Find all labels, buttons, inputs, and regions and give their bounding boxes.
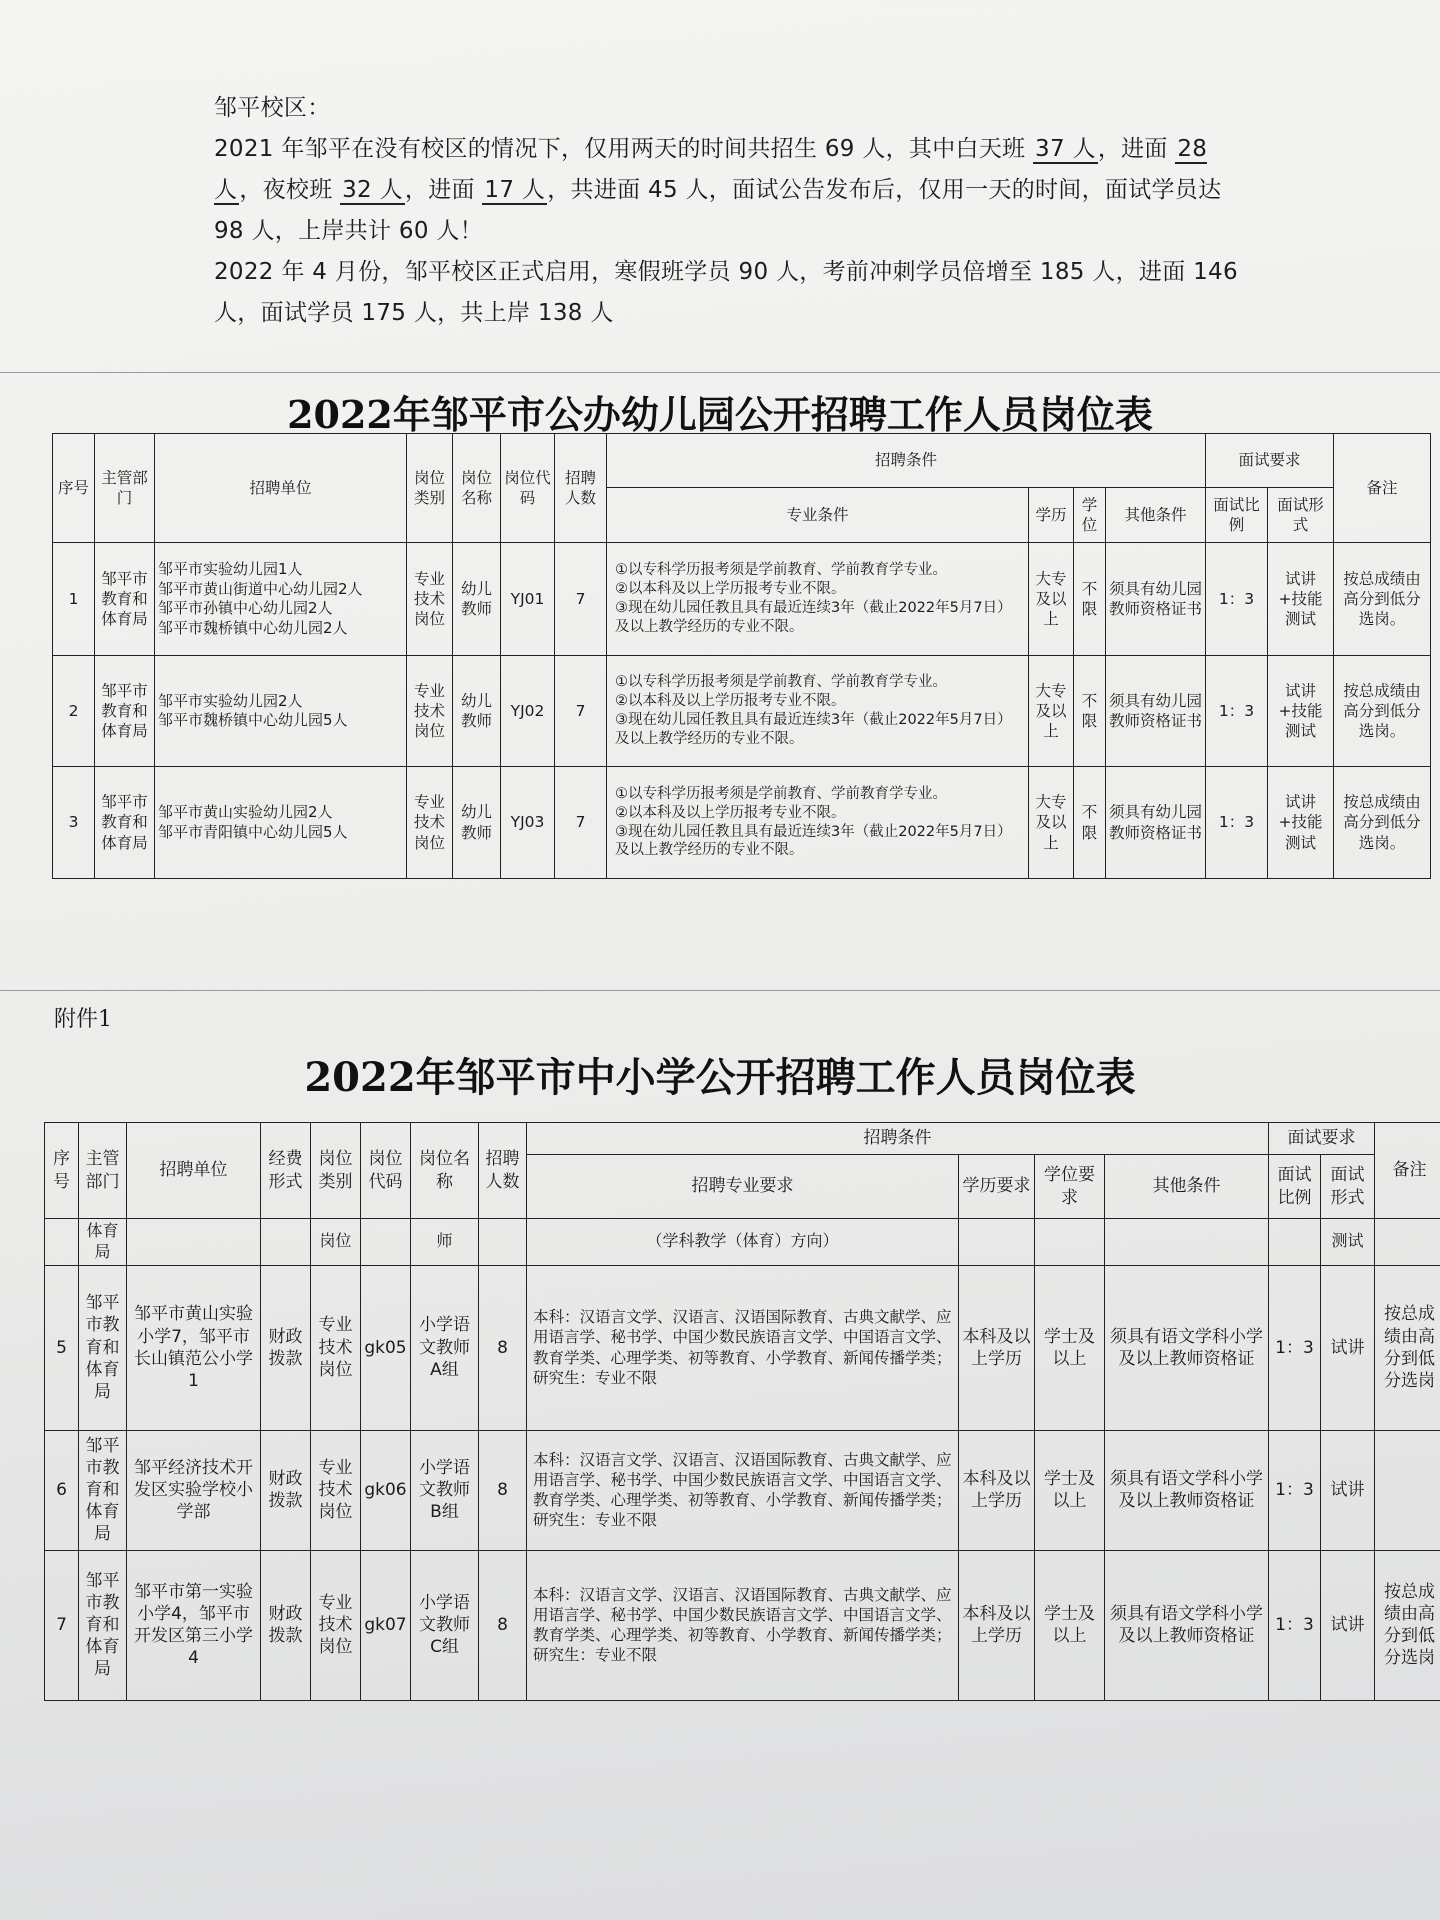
header-category: 岗位类别	[311, 1123, 361, 1219]
kindergarten-positions-table	[52, 433, 1431, 879]
intro-text-run: ，进面	[404, 177, 483, 203]
header-unit: 招聘单位	[155, 434, 407, 543]
cell-seq: 6	[45, 1430, 79, 1550]
header-name: 岗位名称	[411, 1123, 479, 1219]
header-count: 招聘人数	[479, 1123, 527, 1219]
header-seq: 序号	[45, 1123, 79, 1219]
cell-degree: 学士及以上	[1035, 1265, 1105, 1430]
cell-dept: 邹平市教育和体育局	[79, 1265, 127, 1430]
cell-name: 小学语文教师A组	[411, 1265, 479, 1430]
unit-line: 邹平市青阳镇中心幼儿园5人	[158, 822, 348, 841]
cell-unit: 邹平经济技术开发区实验学校小学部	[127, 1430, 261, 1550]
cell-education: 本科及以上学历	[959, 1265, 1035, 1430]
cell-degree: 学士及以上	[1035, 1430, 1105, 1550]
cell-education: 大专及以上	[1029, 656, 1074, 767]
header-major: 招聘专业要求	[527, 1155, 959, 1219]
cell-count: 7	[555, 543, 607, 656]
header-conditions: 招聘条件	[607, 434, 1206, 488]
header-form: 面试形式	[1321, 1155, 1375, 1219]
header-education: 学历	[1029, 488, 1074, 543]
cell-dept: 体育局	[79, 1219, 127, 1266]
table-row-partial	[45, 1219, 1440, 1266]
header-form: 面试形式	[1268, 488, 1334, 543]
intro-text-run: ，进面	[1097, 136, 1176, 162]
major-line: ①以专科学历报考须是学前教育、学前教育学专业。	[615, 562, 947, 579]
intro-text-run: 2021 年邹平在没有校区的情况下，仅用两天的时间共招生 69 人，其中白天班	[214, 136, 1034, 162]
cell-name: 幼儿教师	[453, 656, 501, 767]
major-line: ①以专科学历报考须是学前教育、学前教育学专业。	[615, 785, 947, 802]
cell-seq	[45, 1219, 79, 1266]
cell-note: 按总成绩由高分到低分选岗。	[1334, 543, 1431, 656]
cell-form: 试讲	[1321, 1550, 1375, 1700]
header-name: 岗位名称	[453, 434, 501, 543]
cell-name: 幼儿教师	[453, 543, 501, 656]
cell-other: 须具有幼儿园教师资格证书	[1106, 656, 1206, 767]
cell-seq: 1	[53, 543, 95, 656]
header-seq: 序号	[53, 434, 95, 543]
cell-name: 小学语文教师B组	[411, 1430, 479, 1550]
cell-degree: 不限	[1074, 656, 1106, 767]
cell-seq: 2	[53, 656, 95, 767]
cell-note: 按总成绩由高分到低分选岗。	[1334, 767, 1431, 879]
cell-count: 8	[479, 1550, 527, 1700]
cell-other: 须具有语文学科小学及以上教师资格证	[1105, 1430, 1269, 1550]
header-ratio: 面试比例	[1206, 488, 1268, 543]
cell-major: （学科教学（体育）方向）	[527, 1219, 959, 1266]
table-row	[45, 1265, 1440, 1430]
page-divider	[0, 372, 1440, 373]
cell-count	[479, 1219, 527, 1266]
cell-name: 幼儿教师	[453, 767, 501, 879]
header-other: 其他条件	[1106, 488, 1206, 543]
header-code: 岗位代码	[501, 434, 555, 543]
cell-other	[1105, 1219, 1269, 1266]
cell-category: 专业技术岗位	[407, 543, 453, 656]
cell-degree	[1035, 1219, 1105, 1266]
intro-text-run: ，夜校班	[239, 177, 341, 203]
unit-line: 邹平市黄山实验幼儿园2人	[158, 803, 333, 821]
cell-seq: 7	[45, 1550, 79, 1700]
intro-text	[214, 88, 1254, 334]
major-line: ③现在幼儿园任教且具有最近连续3年（截止2022年5月7日）及以上教学经历的专业不限。	[615, 712, 1012, 747]
header-category: 岗位类别	[407, 434, 453, 543]
header-interview: 面试要求	[1206, 434, 1334, 488]
cell-ratio: 1：3	[1206, 656, 1268, 767]
header-count: 招聘人数	[555, 434, 607, 543]
unit-line: 邹平市魏桥镇中心幼儿园5人	[158, 711, 348, 729]
page-divider	[0, 990, 1440, 991]
cell-note: 按总成绩由高分到低分选岗。	[1334, 656, 1431, 767]
cell-name: 师	[411, 1219, 479, 1266]
cell-education	[959, 1219, 1035, 1266]
cell-category: 专业技术岗位	[311, 1265, 361, 1430]
cell-major	[607, 543, 1029, 656]
table-row	[45, 1550, 1440, 1700]
header-ratio: 面试比例	[1269, 1155, 1321, 1219]
table-row	[53, 656, 1431, 767]
underlined-figure: 37 人	[1035, 136, 1096, 162]
table-row	[53, 543, 1431, 656]
unit-line: 邹平市实验幼儿园2人	[158, 691, 303, 710]
unit-line: 邹平市实验幼儿园1人	[158, 560, 303, 578]
major-line: ②以本科及以上学历报考专业不限。	[615, 693, 846, 710]
intro-paragraph-1	[214, 129, 1254, 252]
cell-seq: 5	[45, 1265, 79, 1430]
header-major: 专业条件	[607, 488, 1029, 543]
cell-other: 须具有幼儿园教师资格证书	[1106, 767, 1206, 879]
header-funding: 经费形式	[261, 1123, 311, 1219]
unit-line: 邹平市黄山街道中心幼儿园2人	[158, 579, 363, 598]
cell-count: 7	[555, 767, 607, 879]
cell-major	[607, 656, 1029, 767]
cell-education: 本科及以上学历	[959, 1550, 1035, 1700]
intro-paragraph-2: 2022 年 4 月份，邹平校区正式启用，寒假班学员 90 人，考前冲刺学员倍增至 185 人，进面 146 人，面试学员 175 人，共上岸 138 人	[214, 259, 1238, 326]
cell-dept: 邹平市教育和体育局	[79, 1550, 127, 1700]
cell-count: 8	[479, 1430, 527, 1550]
intro-text-run: ，共进面 45 人，面试公告发布后，仅用一天的时间，面试学员达 98 人，上岸共计 60 人！	[214, 177, 1222, 244]
cell-major: 本科：汉语言文学、汉语言、汉语国际教育、古典文献学、应用语言学、秘书学、中国少数民族语言文学、中国语言文学、教育学类、心理学类、初等教育、小学教育、新闻传播学类；研究生：专业不限	[527, 1265, 959, 1430]
cell-count: 7	[555, 656, 607, 767]
cell-category: 岗位	[311, 1219, 361, 1266]
table-row	[45, 1430, 1440, 1550]
cell-note: 按总成绩由高分到低分选岗	[1375, 1550, 1440, 1700]
table2-title: 2022年邹平市中小学公开招聘工作人员岗位表	[304, 1054, 1136, 1101]
cell-form: 试讲+技能测试	[1268, 767, 1334, 879]
cell-category: 专业技术岗位	[311, 1550, 361, 1700]
cell-code: gk06	[361, 1430, 411, 1550]
underlined-figure: 17 人	[484, 177, 546, 203]
cell-unit: 邹平市第一实验小学4，邹平市开发区第三小学4	[127, 1550, 261, 1700]
unit-line: 邹平市魏桥镇中心幼儿园2人	[158, 618, 348, 637]
header-dept: 主管部门	[79, 1123, 127, 1219]
cell-ratio: 1：3	[1269, 1550, 1321, 1700]
cell-category: 专业技术岗位	[407, 656, 453, 767]
intro-heading: 邹平校区：	[214, 95, 331, 121]
table-row	[53, 767, 1431, 879]
cell-dept: 邹平市教育和体育局	[95, 767, 155, 879]
cell-funding: 财政拨款	[261, 1550, 311, 1700]
cell-unit	[127, 1219, 261, 1266]
cell-units	[155, 543, 407, 656]
cell-funding: 财政拨款	[261, 1265, 311, 1430]
cell-ratio: 1：3	[1269, 1265, 1321, 1430]
unit-line: 邹平市孙镇中心幼儿园2人	[158, 599, 333, 617]
cell-education: 大专及以上	[1029, 767, 1074, 879]
cell-ratio	[1269, 1219, 1321, 1266]
underlined-figure: 32 人	[342, 177, 403, 203]
cell-other: 须具有语文学科小学及以上教师资格证	[1105, 1265, 1269, 1430]
cell-code: YJ03	[501, 767, 555, 879]
header-unit: 招聘单位	[127, 1123, 261, 1219]
cell-form: 试讲	[1321, 1430, 1375, 1550]
major-line: ②以本科及以上学历报考专业不限。	[615, 804, 846, 821]
header-degree: 学位要求	[1035, 1155, 1105, 1219]
cell-ratio: 1：3	[1206, 767, 1268, 879]
cell-note	[1375, 1219, 1440, 1266]
cell-dept: 邹平市教育和体育局	[95, 543, 155, 656]
cell-education: 大专及以上	[1029, 543, 1074, 656]
header-dept: 主管部门	[95, 434, 155, 543]
cell-code: gk07	[361, 1550, 411, 1700]
header-code: 岗位代码	[361, 1123, 411, 1219]
cell-funding	[261, 1219, 311, 1266]
cell-degree: 不限	[1074, 767, 1106, 879]
cell-form: 试讲+技能测试	[1268, 656, 1334, 767]
cell-ratio: 1：3	[1269, 1430, 1321, 1550]
cell-dept: 邹平市教育和体育局	[95, 656, 155, 767]
cell-other: 须具有语文学科小学及以上教师资格证	[1105, 1550, 1269, 1700]
cell-ratio: 1：3	[1206, 543, 1268, 656]
major-line: ③现在幼儿园任教且具有最近连续3年（截止2022年5月7日）及以上教学经历的专业不限。	[615, 823, 1012, 859]
cell-other: 须具有幼儿园教师资格证书	[1106, 543, 1206, 656]
cell-note: 按总成绩由高分到低分选岗	[1375, 1265, 1440, 1430]
cell-education: 本科及以上学历	[959, 1430, 1035, 1550]
header-other: 其他条件	[1105, 1155, 1269, 1219]
header-degree: 学位	[1074, 488, 1106, 543]
cell-form: 试讲	[1321, 1265, 1375, 1430]
cell-major: 本科：汉语言文学、汉语言、汉语国际教育、古典文献学、应用语言学、秘书学、中国少数民族语言文学、中国语言文学、教育学类、心理学类、初等教育、小学教育、新闻传播学类；研究生：专业不限	[527, 1430, 959, 1550]
cell-category: 专业技术岗位	[311, 1430, 361, 1550]
cell-units	[155, 656, 407, 767]
cell-dept: 邹平市教育和体育局	[79, 1430, 127, 1550]
cell-name: 小学语文教师C组	[411, 1550, 479, 1700]
table1-title: 2022年邹平市公办幼儿园公开招聘工作人员岗位表	[287, 392, 1153, 437]
cell-unit: 邹平市黄山实验小学7，邹平市长山镇范公小学1	[127, 1265, 261, 1430]
underlined-figure: 28 人	[214, 136, 1208, 203]
header-note: 备注	[1334, 434, 1431, 543]
major-line: ①以专科学历报考须是学前教育、学前教育学专业。	[615, 674, 947, 691]
cell-units	[155, 767, 407, 879]
cell-note	[1375, 1430, 1440, 1550]
cell-form: 测试	[1321, 1219, 1375, 1266]
cell-code: YJ02	[501, 656, 555, 767]
header-education: 学历要求	[959, 1155, 1035, 1219]
attachment-label: 附件1	[54, 1007, 112, 1032]
cell-funding: 财政拨款	[261, 1430, 311, 1550]
cell-major	[607, 767, 1029, 879]
cell-degree: 不限	[1074, 543, 1106, 656]
cell-seq: 3	[53, 767, 95, 879]
cell-degree: 学士及以上	[1035, 1550, 1105, 1700]
school-positions-table	[44, 1122, 1440, 1701]
cell-form: 试讲+技能测试	[1268, 543, 1334, 656]
major-line: ②以本科及以上学历报考专业不限。	[615, 581, 846, 598]
major-line: ③现在幼儿园任教且具有最近连续3年（截止2022年5月7日）及以上教学经历的专业不限。	[615, 600, 1012, 635]
header-note: 备注	[1375, 1123, 1440, 1219]
header-conditions: 招聘条件	[527, 1123, 1269, 1155]
cell-code: YJ01	[501, 543, 555, 656]
cell-code: gk05	[361, 1265, 411, 1430]
header-interview: 面试要求	[1269, 1123, 1375, 1155]
cell-major: 本科：汉语言文学、汉语言、汉语国际教育、古典文献学、应用语言学、秘书学、中国少数民族语言文学、中国语言文学、教育学类、心理学类、初等教育、小学教育、新闻传播学类；研究生：专业不限	[527, 1550, 959, 1700]
cell-count: 8	[479, 1265, 527, 1430]
cell-code	[361, 1219, 411, 1266]
cell-category: 专业技术岗位	[407, 767, 453, 879]
